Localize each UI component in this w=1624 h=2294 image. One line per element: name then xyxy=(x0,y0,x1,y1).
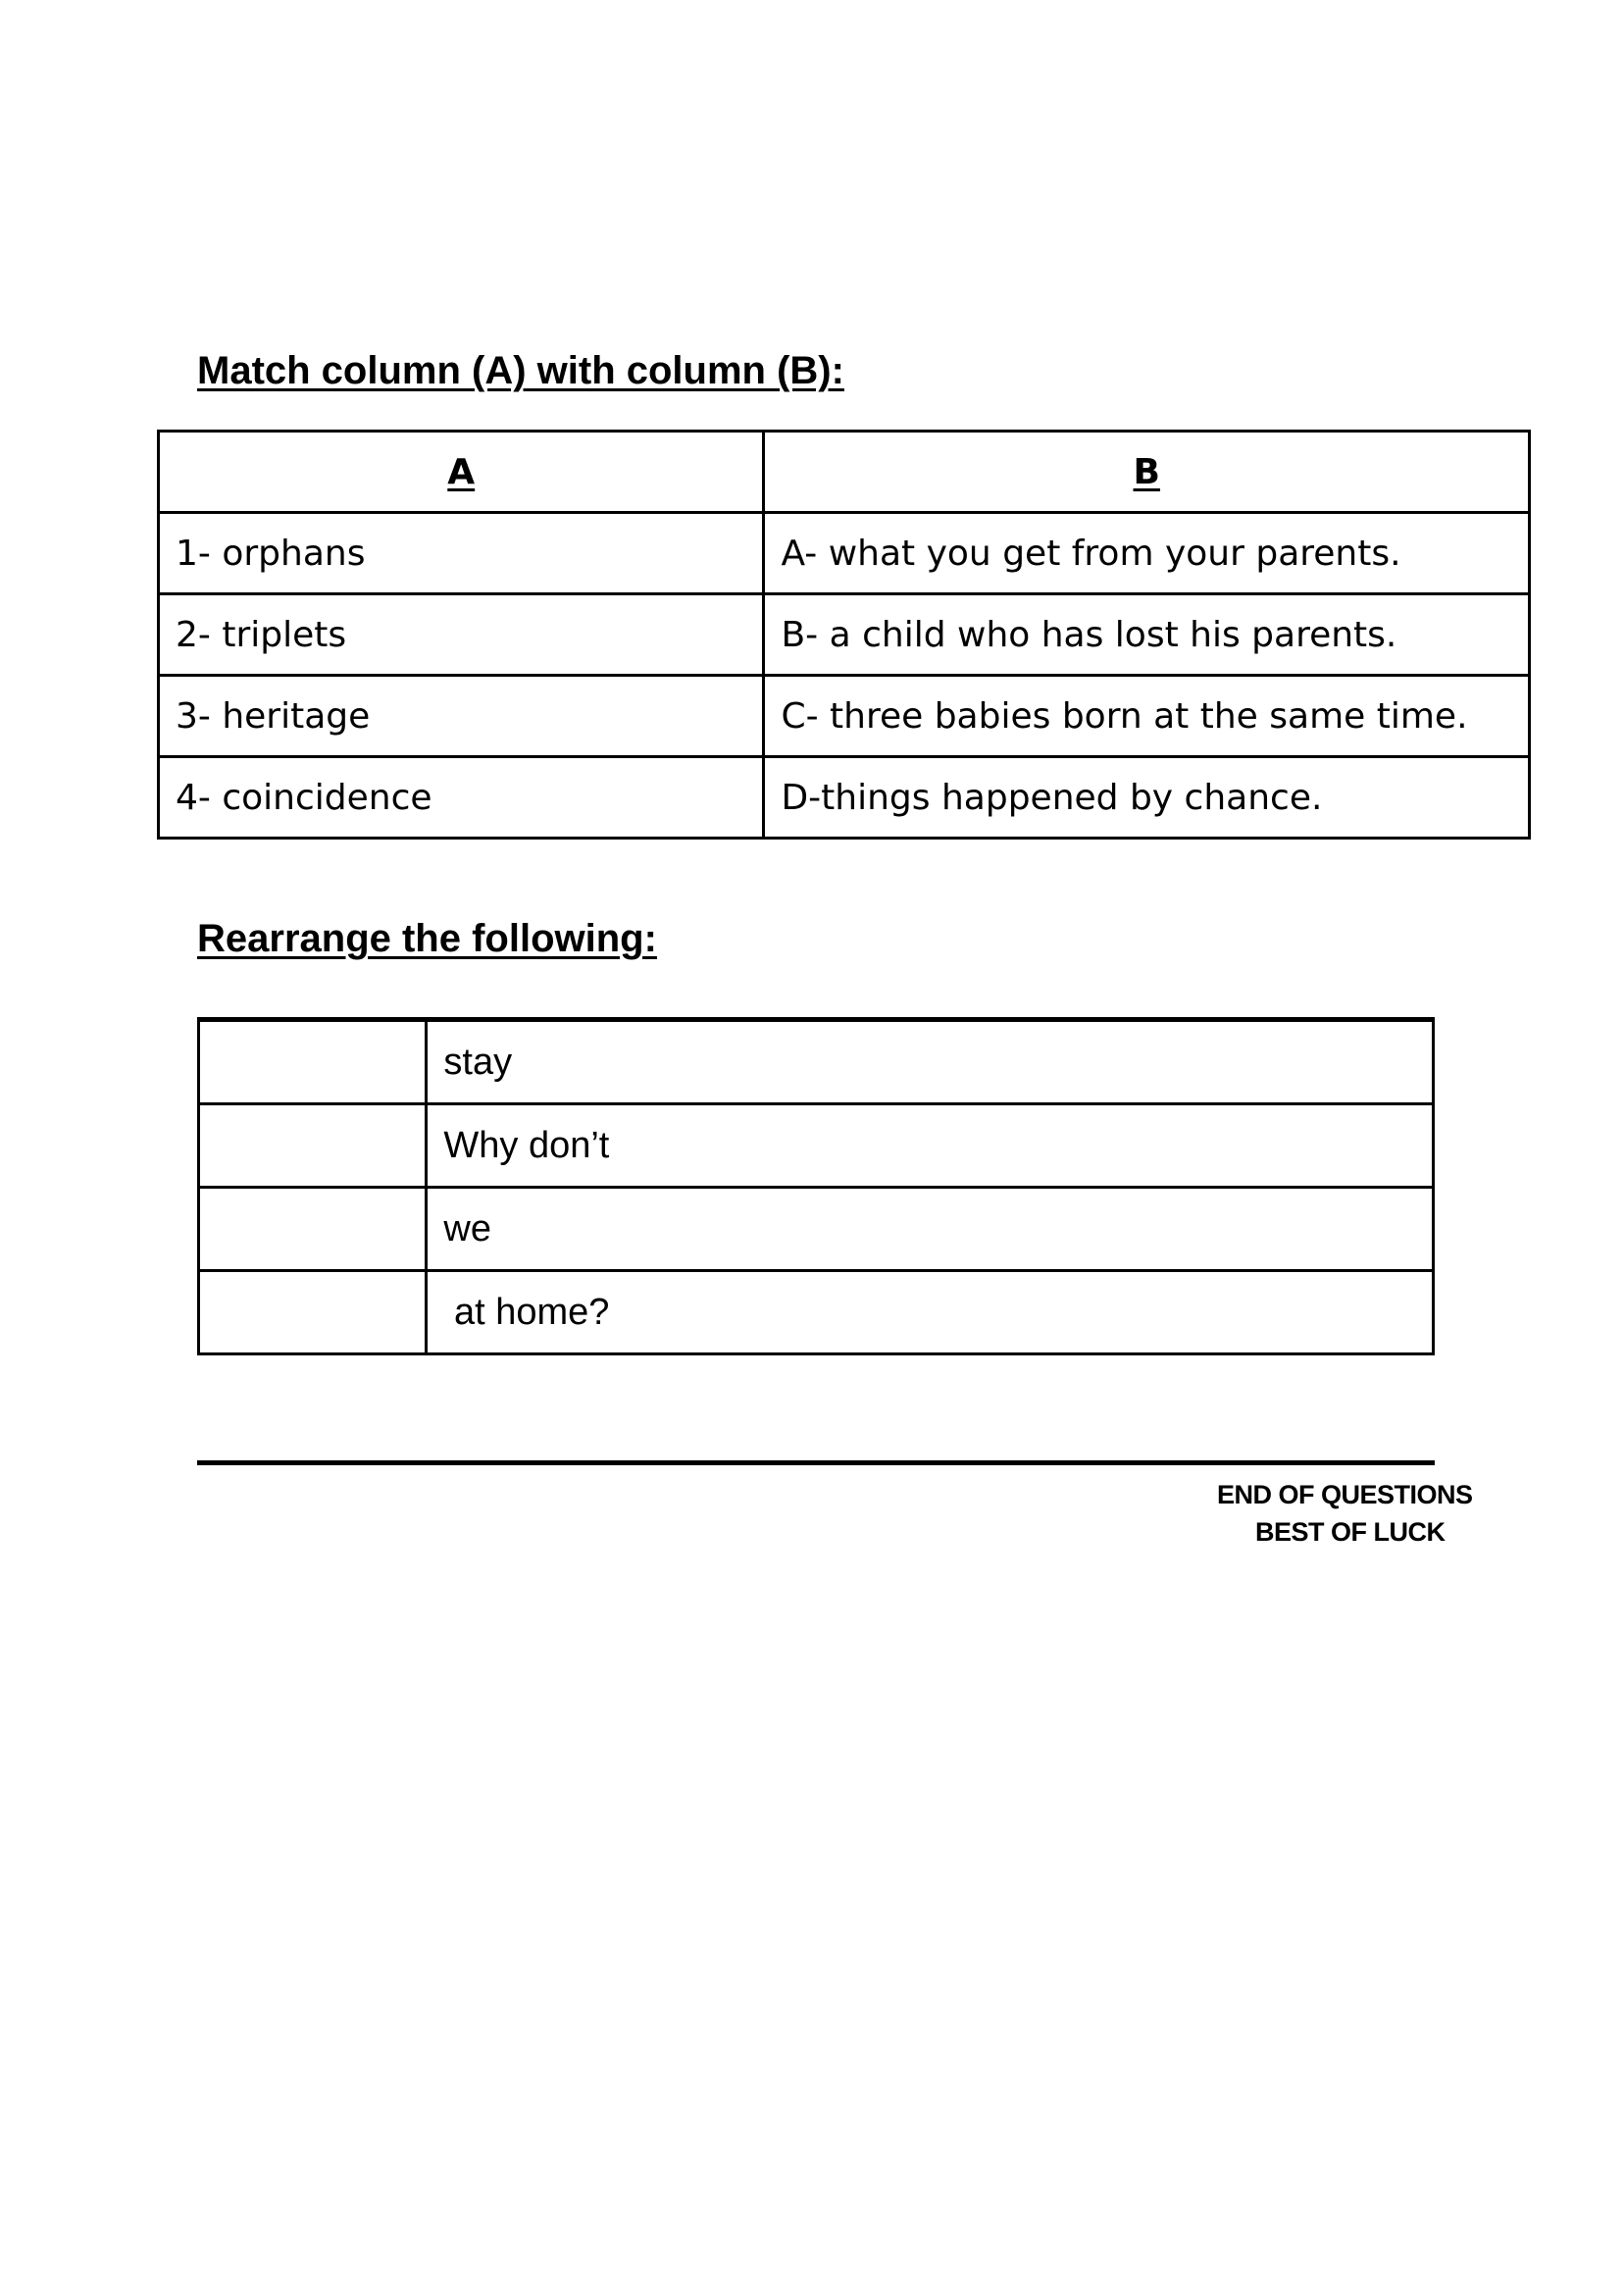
table-row xyxy=(199,1104,1434,1188)
end-of-questions-text: END OF QUESTIONS xyxy=(1217,1480,1473,1509)
table-row xyxy=(159,594,1530,676)
match-definition: B- a child who has lost his parents. xyxy=(764,594,1530,676)
match-definition: A- what you get from your parents. xyxy=(764,513,1530,594)
table-row xyxy=(199,1188,1434,1271)
order-answer-cell[interactable] xyxy=(199,1271,427,1354)
match-table-header-row xyxy=(159,432,1530,513)
match-definition: C- three babies born at the same time. xyxy=(764,676,1530,757)
table-row xyxy=(159,676,1530,757)
order-answer-cell[interactable] xyxy=(199,1104,427,1188)
best-of-luck-text: BEST OF LUCK xyxy=(1255,1517,1446,1547)
order-answer-cell[interactable] xyxy=(199,1020,427,1104)
match-table xyxy=(157,430,1531,840)
table-row xyxy=(199,1020,1434,1104)
match-term: 1- orphans xyxy=(159,513,764,594)
table-row xyxy=(199,1271,1434,1354)
match-section-heading: Match column (A) with column (B): xyxy=(197,349,844,392)
column-b-header: B xyxy=(764,432,1530,513)
match-definition: D-things happened by chance. xyxy=(764,757,1530,839)
rearrange-word: stay xyxy=(427,1020,1434,1104)
order-answer-cell[interactable] xyxy=(199,1188,427,1271)
match-term: 4- coincidence xyxy=(159,757,764,839)
rearrange-table xyxy=(197,1017,1435,1355)
column-a-header: A xyxy=(159,432,764,513)
rearrange-word: we xyxy=(427,1188,1434,1271)
rearrange-word: Why don’t xyxy=(427,1104,1434,1188)
match-term: 3- heritage xyxy=(159,676,764,757)
rearrange-section-heading: Rearrange the following: xyxy=(197,917,657,960)
table-row xyxy=(159,757,1530,839)
match-term: 2- triplets xyxy=(159,594,764,676)
table-row xyxy=(159,513,1530,594)
rearrange-word: at home? xyxy=(427,1271,1434,1354)
end-divider xyxy=(197,1460,1435,1465)
